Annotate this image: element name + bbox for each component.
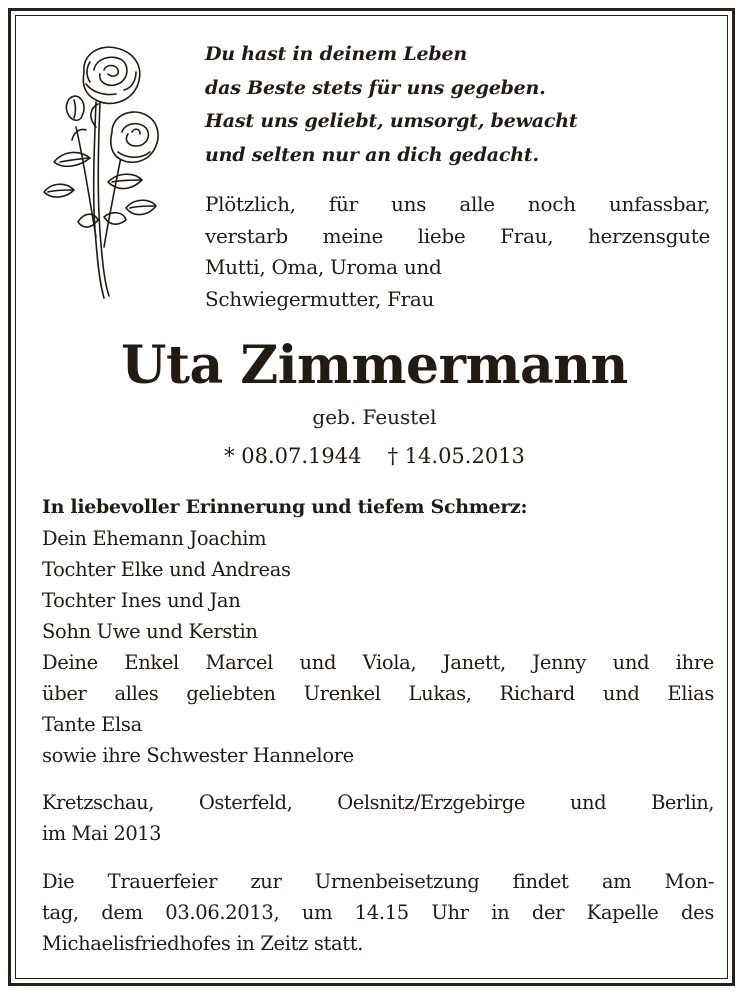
mourner-line: Tochter Ines und Jan	[42, 589, 241, 612]
service-line: Die Trauerfeier zur Urnenbeisetzung findet am Mon-	[42, 870, 714, 893]
mourner-line: Sohn Uwe und Kerstin	[42, 620, 258, 643]
verse-line: Du hast in deinem Leben	[205, 43, 468, 65]
rose-icon	[34, 32, 174, 302]
intro-line: Mutti, Oma, Uroma und	[205, 255, 442, 279]
intro-line: Plötzlich, für uns alle noch unfassbar,	[205, 192, 710, 216]
memorial-verse	[205, 38, 725, 172]
maiden-name: geb. Feustel	[312, 405, 437, 429]
birth-date: * 08.07.1944	[224, 444, 362, 468]
deceased-name: Uta Zimmermann	[121, 335, 628, 396]
verse-line: das Beste stets für uns gegeben.	[205, 76, 546, 99]
mourner-line: Deine Enkel Marcel und Viola, Janett, Jenny und ihre	[42, 651, 714, 674]
place-and-date	[42, 787, 714, 849]
mourner-line: Tante Elsa	[42, 713, 142, 736]
verse-line: und selten nur an dich gedacht.	[205, 143, 539, 166]
intro-line: verstarb meine liebe Frau, herzensgute	[205, 223, 710, 248]
place-line: Kretzschau, Osterfeld, Oelsnitz/Erzgebirge und Berlin,	[42, 791, 714, 814]
funeral-service-notice	[42, 866, 714, 959]
service-line: tag, dem 03.06.2013, um 14.15 Uhr in der Kapelle des	[42, 901, 714, 924]
place-line: im Mai 2013	[42, 822, 162, 845]
mourner-line: über alles geliebten Urenkel Lukas, Richard und Elias	[42, 682, 714, 705]
intro-line: Schwiegermutter, Frau	[205, 286, 435, 311]
mourners-heading: In liebevoller Erinnerung und tiefem Schmerz:	[42, 496, 528, 518]
verse-line: Hast uns geliebt, umsorgt, bewacht	[205, 110, 578, 132]
mourners-list	[42, 492, 714, 771]
death-date: † 14.05.2013	[387, 444, 525, 468]
death-announcement-intro	[205, 189, 710, 315]
mourner-line: sowie ihre Schwester Hannelore	[42, 744, 354, 767]
mourner-line: Tochter Elke und Andreas	[42, 558, 291, 581]
mourner-line: Dein Ehemann Joachim	[42, 527, 267, 550]
service-line: Michaelisfriedhofes in Zeitz statt.	[42, 932, 364, 955]
life-dates	[0, 440, 749, 472]
